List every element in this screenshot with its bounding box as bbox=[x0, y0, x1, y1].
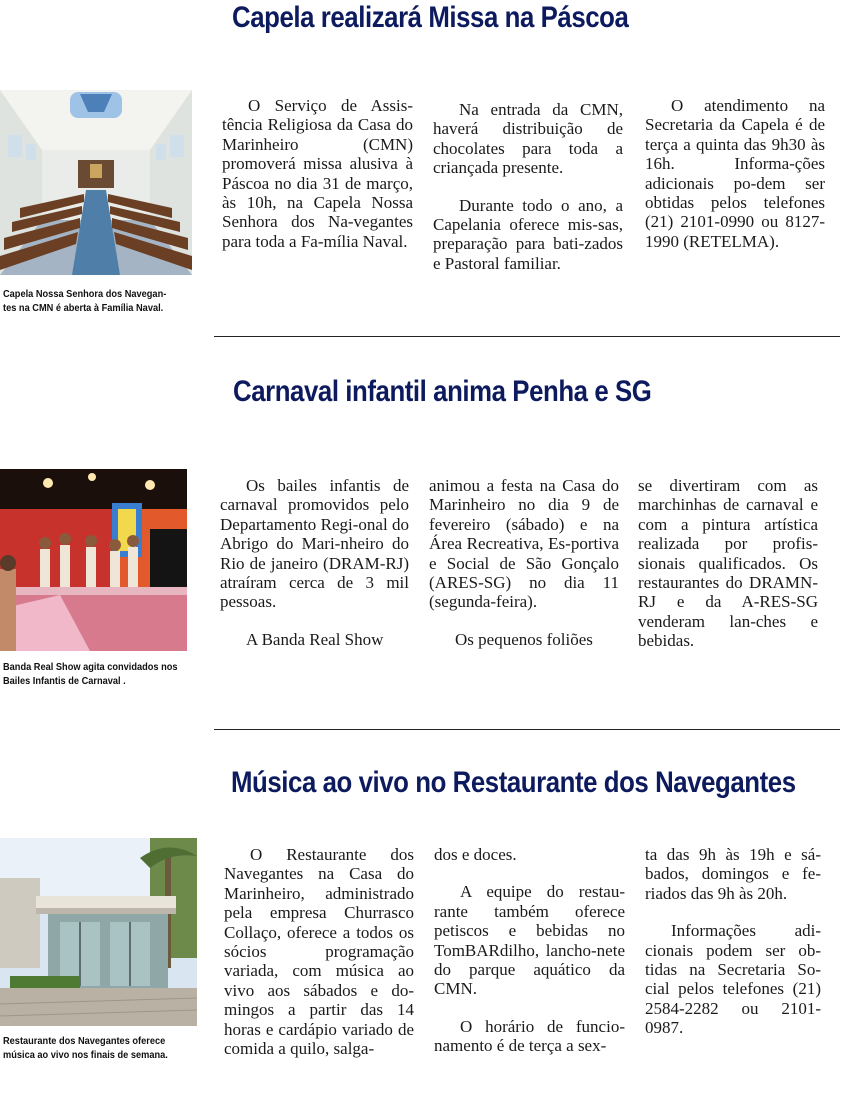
carnival-column-3 bbox=[638, 476, 818, 669]
paragraph: animou a festa na Casa do Marinheiro no dia 9 de fevereiro (sábado) e na Área Recreativa, Es-portiva e Social de São Gonçalo (ARES-SG) no dia 11 (segunda-feira). bbox=[429, 476, 619, 612]
easter-column-3 bbox=[645, 96, 825, 269]
paragraph: A Banda Real Show bbox=[246, 629, 384, 649]
carnival-photo-caption: Banda Real Show agita convidados nos Bailes Infantis de Carnaval . bbox=[3, 661, 178, 687]
headline-easter-mass: Capela realizará Missa na Páscoa bbox=[232, 1, 629, 34]
music-column-2 bbox=[434, 845, 625, 1074]
music-column-3 bbox=[645, 845, 821, 1056]
music-column-1 bbox=[224, 845, 414, 1076]
carnival-column-2 bbox=[429, 476, 619, 667]
paragraph: Durante todo o ano, a Capelania oferece mis-sas, preparação para bati-zados e Pastoral familiar. bbox=[433, 195, 623, 273]
paragraph: Os bailes infantis de carnaval promovidos pelo Departamento Regi-onal do Abrigo do Mari-nheiro do Rio de janeiro (DRAM-RJ) atraíram cerca de 3 mil pessoas. bbox=[220, 476, 409, 612]
easter-column-2 bbox=[433, 100, 623, 291]
chapel-interior-photo bbox=[0, 90, 192, 275]
carnival-column-1 bbox=[220, 476, 409, 667]
paragraph: O horário de funcio-namento é de terça a sex- bbox=[434, 1016, 625, 1056]
paragraph: Na entrada da CMN, haverá distribuição de chocolates para toda a criançada presente. bbox=[433, 100, 623, 178]
paragraph: Os pequenos foliões bbox=[455, 629, 593, 649]
restaurant-entrance-photo bbox=[0, 838, 197, 1026]
paragraph: A equipe do restau-rante também oferece petiscos e bebidas no TomBARdilho, lancho-nete do parque aquático da CMN. bbox=[434, 882, 625, 999]
paragraph: se divertiram com as marchinhas de carnaval e com a pintura artística realizada por profis-sionais qualificados. Os restaurantes do DRAMN-RJ e da A-RES-SG venderam lan-ches e bebidas. bbox=[638, 476, 818, 651]
paragraph: ta das 9h às 19h e sá-bados, domingos e fe-riados das 9h às 20h. bbox=[645, 845, 821, 903]
paragraph: Informações adi-cionais podem ser ob-tidas na Secretaria So-cial pelos telefones (21) 2584-2282 ou 2101-0987. bbox=[645, 921, 821, 1038]
paragraph: dos e doces. bbox=[434, 845, 517, 864]
paragraph: O Restaurante dos Navegantes na Casa do Marinheiro, administrado pela empresa Churrasco Collaço, oferece a todos os sócios programação variada, com música ao vivo aos sábados e do-mingos a partir das 14 horas e cardápio variado de comida a quilo, salga- bbox=[224, 845, 414, 1059]
restaurant-photo-caption: Restaurante dos Navegantes oferece música ao vivo nos finais de semana. bbox=[3, 1035, 168, 1061]
paragraph: O Serviço de Assis-tência Religiosa da Casa do Marinheiro (CMN) promoverá missa alusiva à Páscoa no dia 31 de março, às 10h, na Capela Nossa Senhora dos Na-vegantes para toda a Fa-mília Naval. bbox=[222, 96, 413, 251]
section-divider bbox=[214, 336, 840, 337]
headline-live-music: Música ao vivo no Restaurante dos Navegantes bbox=[231, 766, 796, 799]
carnival-band-photo bbox=[0, 469, 187, 651]
section-divider bbox=[214, 729, 840, 730]
paragraph: O atendimento na Secretaria da Capela é de terça a quinta das 9h30 às 16h. Informa-ções adicionais po-dem ser obtidas pelos telefones (21) 2101-0990 ou 8127-1990 (RETELMA). bbox=[645, 96, 825, 251]
headline-carnival: Carnaval infantil anima Penha e SG bbox=[233, 375, 652, 408]
chapel-photo-caption: Capela Nossa Senhora dos Navegan-tes na CMN é aberta à Família Naval. bbox=[3, 288, 167, 314]
easter-column-1 bbox=[222, 96, 413, 269]
